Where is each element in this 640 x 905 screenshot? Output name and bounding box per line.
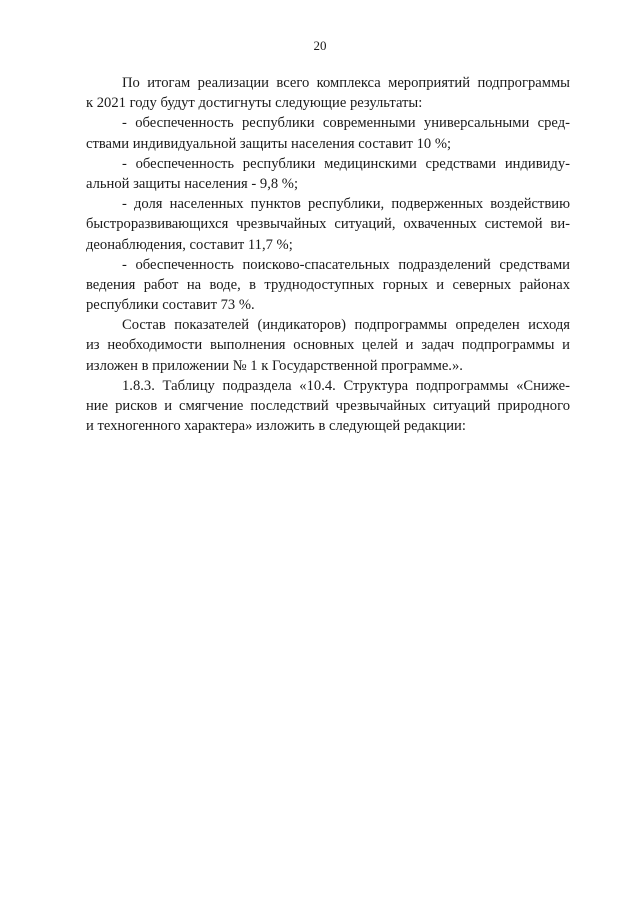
text-line: из необходимости выполнения основных целей и задач подпрограммы и [86, 337, 570, 354]
text-line: ние рисков и смягчение последствий чрезвычайных ситуаций природного [86, 398, 570, 414]
text-line: изложен в приложении № 1 к Государственной программе.». [86, 357, 463, 374]
text-line: деонаблюдения, составит 11,7 %; [86, 236, 293, 253]
text-line: к 2021 году будут достигнуты следующие результаты: [86, 95, 423, 112]
text-line: По итогам реализации всего комплекса мероприятий подпрограммы [122, 75, 570, 91]
text-line: ствами индивидуальной защиты населения составит 10 %; [86, 135, 452, 152]
text-line: быстроразвивающихся чрезвычайных ситуаций, охваченных системой ви- [86, 216, 570, 233]
text-line: и техногенного характера» изложить в следующей редакции: [86, 418, 466, 435]
body-text [86, 73, 570, 436]
text-line: 1.8.3. Таблицу подраздела «10.4. Структура подпрограммы «Сниже- [122, 377, 570, 394]
text-line: Состав показателей (индикаторов) подпрограммы определен исходя [122, 317, 570, 334]
text-line: республики составит 73 %. [86, 297, 255, 314]
text-line: - обеспеченность республики медицинскими средствами индивиду- [122, 155, 570, 172]
text-line: - доля населенных пунктов республики, подверженных воздействию [122, 196, 570, 213]
text-line: - обеспеченность республики современными универсальными сред- [122, 115, 570, 132]
text-line: ведения работ на воде, в труднодоступных горных и северных районах [86, 276, 570, 293]
text-line: - обеспеченность поисково-спасательных подразделений средствами [122, 256, 570, 273]
page-number: 20 [313, 38, 327, 53]
text-line: альной защиты населения - 9,8 %; [86, 175, 299, 192]
